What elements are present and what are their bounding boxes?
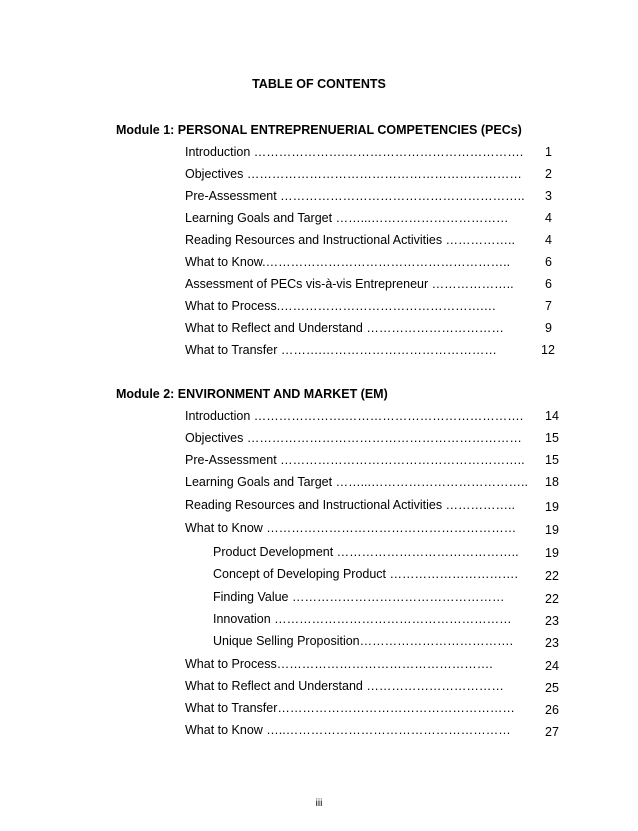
toc-subentry: Innovation ………………………………………………… [213,612,512,626]
toc-page-number: 15 [545,453,559,467]
toc-page-number: 18 [545,475,559,489]
toc-page-number: 23 [545,636,559,650]
toc-entry: What to Process……………………………………………. [185,657,493,671]
toc-subentry: Unique Selling Proposition………………………………. [213,634,514,648]
toc-page-number: 27 [545,725,559,739]
toc-entry: Pre-Assessment ………………………………………………….. [185,189,525,203]
toc-page-number: 25 [545,681,559,695]
toc-page-number: 9 [545,321,552,335]
toc-entry: What to Know …..……………………………………………… [185,723,511,737]
toc-page-number: 19 [545,546,559,560]
toc-entry: Assessment of PECs vis-à-vis Entrepreneur ……………….. [185,277,514,291]
toc-page-number: 3 [545,189,552,203]
toc-subentry: Concept of Developing Product …………………………. [213,567,518,581]
toc-page-number: 4 [545,233,552,247]
toc-entry: Learning Goals and Target ……...…………………………… [185,211,509,225]
toc-page-number: 6 [545,277,552,291]
toc-page-number: 24 [545,659,559,673]
toc-page-number: 26 [545,703,559,717]
toc-entry: What to Transfer………………………………………………… [185,701,515,715]
module-2-heading: Module 2: ENVIRONMENT AND MARKET (EM) [116,387,388,401]
page-title: TABLE OF CONTENTS [252,77,386,91]
toc-entry: What to Know …………………………………………………… [185,521,517,535]
toc-entry: Reading Resources and Instructional Activities …………….. [185,498,515,512]
toc-page-number: 2 [545,167,552,181]
toc-entry: Introduction ………………….……………………………………. [185,145,524,159]
toc-subentry: Product Development …………………………………….. [213,545,519,559]
toc-entry: Learning Goals and Target ……...……………………………….. [185,475,528,489]
toc-subentry: Finding Value …………………………………………… [213,590,505,604]
toc-entry: What to Process.………………………………………….… [185,299,497,313]
toc-page-number: 19 [545,500,559,514]
toc-page-number: 1 [545,145,552,159]
module-1-heading: Module 1: PERSONAL ENTREPRENUERIAL COMPETENCIES (PECs) [116,123,522,137]
toc-entry: What to Reflect and Understand …………………………… [185,321,504,335]
toc-page-number: 6 [545,255,552,269]
toc-entry: What to Know.………………………………………………….. [185,255,511,269]
toc-page-number: 15 [545,431,559,445]
toc-entry: What to Reflect and Understand …………………………… [185,679,504,693]
toc-page-number: 4 [545,211,552,225]
toc-page-number: 22 [545,569,559,583]
page-number-footer: iii [315,798,323,809]
toc-entry: Introduction ………………….……………………………………. [185,409,524,423]
toc-page-number: 12 [541,343,555,357]
toc-page-number: 23 [545,614,559,628]
toc-page-number: 7 [545,299,552,313]
toc-entry: Pre-Assessment ………………………………………………….. [185,453,525,467]
toc-entry: What to Transfer ……….…………………………………… [185,343,497,357]
toc-page-number: 22 [545,592,559,606]
toc-entry: Objectives ………………………………………………………… [185,431,522,445]
toc-page-number: 19 [545,523,559,537]
toc-entry: Reading Resources and Instructional Activities …………….. [185,233,515,247]
toc-entry: Objectives ………………………………………………………… [185,167,522,181]
toc-page-number: 14 [545,409,559,423]
